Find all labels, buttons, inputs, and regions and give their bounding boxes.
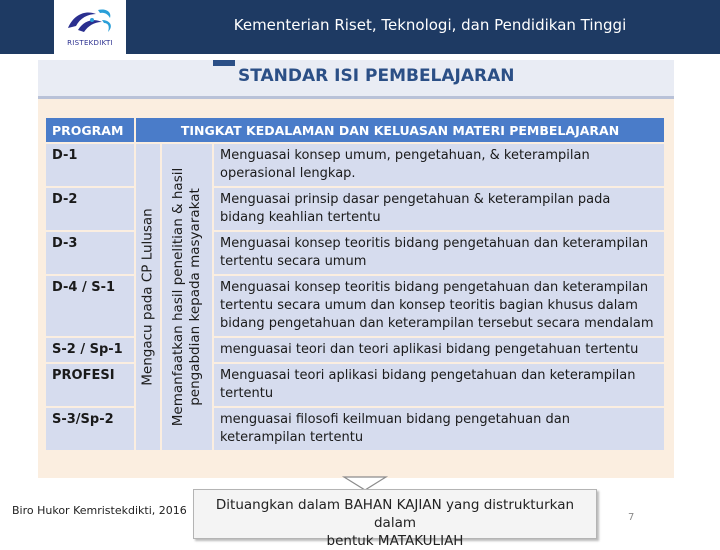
vertical-penelitian <box>162 144 212 450</box>
vertical-penelitian-text <box>170 168 204 426</box>
program-cell: S-2 / Sp-1 <box>46 338 134 362</box>
vertical-penelitian-line2: pengabdian kepada masyarakat <box>187 188 203 406</box>
program-cell: D-2 <box>46 188 134 230</box>
program-cell: PROFESI <box>46 364 134 406</box>
bahan-kajian-box <box>193 489 597 549</box>
vertical-cp-lulusan-text: Mengacu pada CP Lulusan <box>139 208 156 386</box>
vertical-cp-lulusan <box>136 144 160 450</box>
header-title: Kementerian Riset, Teknologi, dan Pendidikan Tinggi <box>233 16 627 34</box>
description-cell: Menguasai konsep teoritis bidang pengetahuan dan keterampilan tertentu secara umum dan konsep teoritis bagian khusus dalam bidang pengetahuan dan keterampilan tersebut secara mendalam <box>214 276 664 336</box>
bahan-kajian-line2: bentuk MATAKULIAH <box>326 533 464 549</box>
header-bar <box>0 0 720 54</box>
footer-source: Biro Hukor Kemristekdikti, 2016 <box>12 504 187 517</box>
table-row <box>46 144 664 186</box>
description-cell: Menguasai konsep umum, pengetahuan, & keterampilan operasional lengkap. <box>214 144 664 186</box>
program-cell: D-1 <box>46 144 134 186</box>
logo <box>54 0 126 54</box>
slide-title: STANDAR ISI PEMBELAJARAN <box>238 66 515 86</box>
title-accent <box>213 60 235 66</box>
header-depth: TINGKAT KEDALAMAN DAN KELUASAN MATERI PEMBELAJARAN <box>136 118 664 142</box>
vertical-penelitian-line1: Memanfaatkan hasil penelitian & hasil <box>170 167 186 427</box>
header-program: PROGRAM <box>46 118 134 142</box>
content-table-wrapper <box>44 116 664 452</box>
ristekdikti-logo-icon <box>62 4 118 40</box>
logo-text: RISTEKDIKTI <box>67 39 113 47</box>
description-cell: Menguasai prinsip dasar pengetahuan & keterampilan pada bidang keahlian tertentu <box>214 188 664 230</box>
content-table <box>44 116 666 452</box>
page-number: 7 <box>628 512 635 523</box>
program-cell: D-3 <box>46 232 134 274</box>
table-header-row <box>46 118 664 142</box>
program-cell: S-3/Sp-2 <box>46 408 134 450</box>
description-cell: Menguasai konsep teoritis bidang pengetahuan dan keterampilan tertentu secara umum <box>214 232 664 274</box>
program-cell: D-4 / S-1 <box>46 276 134 336</box>
description-cell: menguasai filosofi keilmuan bidang pengetahuan dan keterampilan tertentu <box>214 408 664 450</box>
description-cell: menguasai teori dan teori aplikasi bidang pengetahuan tertentu <box>214 338 664 362</box>
bahan-kajian-line1: Dituangkan dalam BAHAN KAJIAN yang distrukturkan dalam <box>215 497 575 531</box>
bahan-kajian-text <box>194 496 596 550</box>
description-cell: Menguasai teori aplikasi bidang pengetahuan dan keterampilan tertentu <box>214 364 664 406</box>
